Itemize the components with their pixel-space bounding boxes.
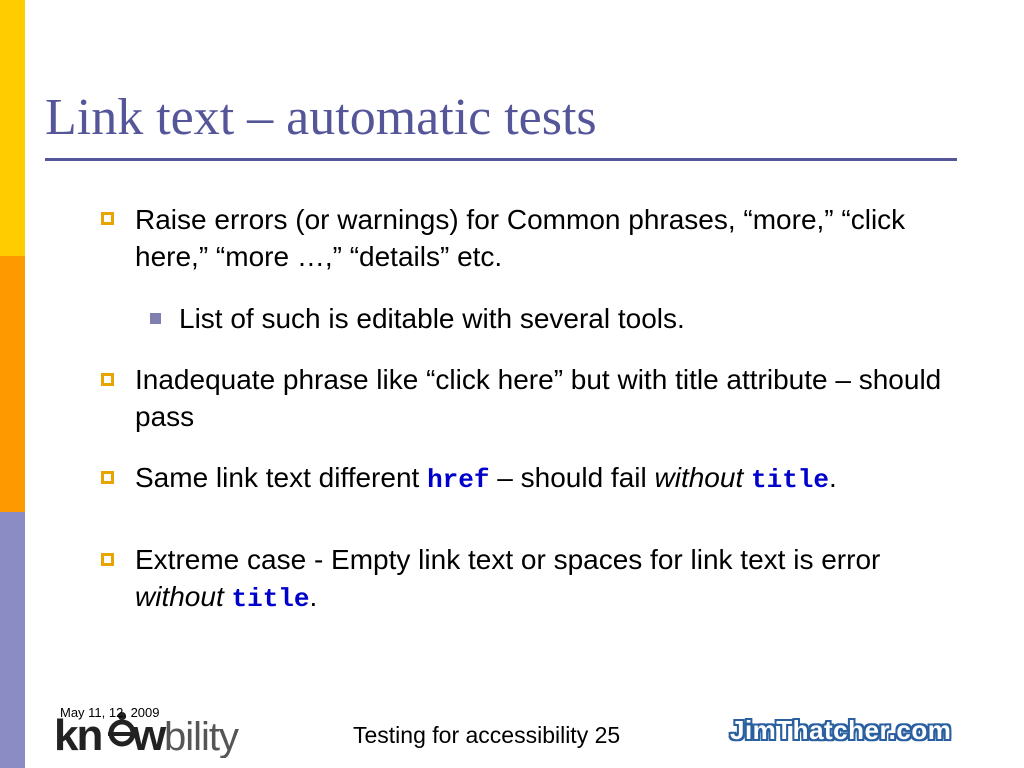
- bullet-text: [743, 462, 751, 493]
- bullet-text: [224, 581, 232, 612]
- code-title: title: [231, 584, 310, 614]
- sub-bullet-editable-list: List of such is editable with several tools.: [179, 303, 685, 334]
- bullet-extreme-case: [135, 541, 945, 618]
- bullet-common-phrases: Raise errors (or warnings) for Common phrases, “more,” “click here,” “more …,” “details” etc.: [135, 204, 906, 272]
- hollow-square-icon: [101, 471, 114, 484]
- emphasis-without: without: [654, 462, 744, 493]
- solid-square-icon: [150, 313, 161, 324]
- code-title: title: [751, 465, 830, 495]
- bullet-text: Extreme case - Empty link text or spaces for link text is error: [135, 544, 881, 575]
- title-underline: [45, 158, 957, 161]
- code-href: href: [427, 465, 490, 495]
- bullet-same-link-text: [135, 459, 945, 499]
- bullet-text: .: [309, 581, 318, 612]
- footer-slide-label: Testing for accessibility 25: [353, 722, 621, 748]
- svg-text:w: w: [132, 711, 165, 758]
- emphasis-without: without: [135, 581, 224, 612]
- footer-date: May 11, 12, 2009: [60, 705, 160, 720]
- jimthatcher-brand: JimThatcher.com: [730, 715, 952, 745]
- side-band-yellow: [0, 0, 25, 256]
- hollow-square-icon: [101, 212, 114, 225]
- bullet-text: Same link text different: [135, 462, 428, 493]
- svg-text:kn: kn: [54, 711, 102, 758]
- hollow-square-icon: [101, 553, 114, 566]
- bullet-text: .: [829, 462, 837, 493]
- svg-text:bility: bility: [164, 715, 239, 758]
- slide-title: Link text – automatic tests: [45, 89, 597, 146]
- side-band-orange: [0, 256, 25, 512]
- bullet-inadequate-phrase: Inadequate phrase like “click here” but with title attribute – should pass: [135, 364, 942, 432]
- bullet-text: – should fail: [489, 462, 655, 493]
- hollow-square-icon: [101, 373, 114, 386]
- side-band-purple: [0, 512, 25, 768]
